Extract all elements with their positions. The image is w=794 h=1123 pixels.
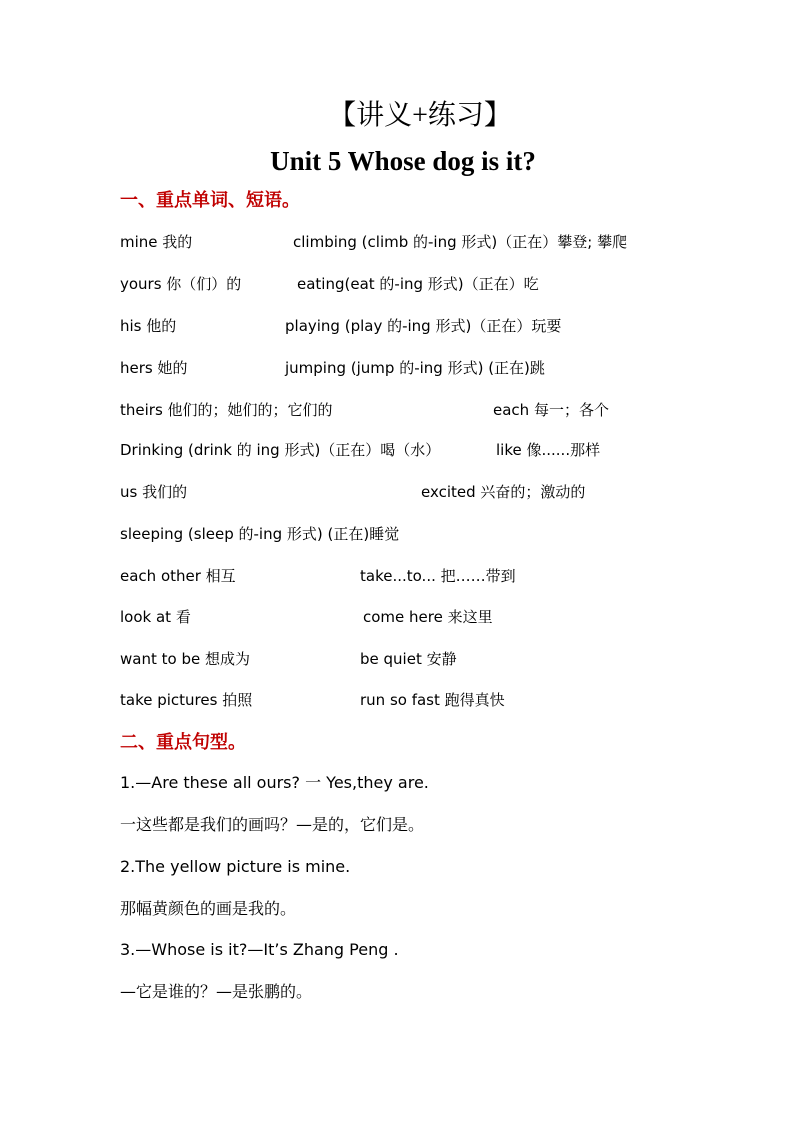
vocab-right: jumping (jump 的-ing 形式) (正在)跳 (285, 359, 545, 377)
vocab-right: each 每一；各个 (493, 401, 609, 419)
sentence-line: —它是谁的？—是张鹏的。 (120, 982, 313, 1001)
vocab-right: run so fast 跑得真快 (360, 691, 505, 709)
sentence-line: 一这些都是我们的画吗？—是的，它们是。 (120, 815, 425, 834)
vocab-left: want to be 想成为 (120, 650, 250, 668)
vocab-right: eating(eat 的-ing 形式)（正在）吃 (297, 275, 539, 293)
vocab-row (120, 438, 760, 462)
sentence-line: 1.—Are these all ours? 一 Yes,they are. (120, 773, 429, 792)
sentence-heading: 二、重点句型。 (120, 732, 246, 753)
vocab-row (120, 480, 760, 504)
vocab-right: playing (play 的-ing 形式)（正在）玩要 (285, 317, 562, 335)
vocab-left: us 我们的 (120, 483, 188, 501)
vocab-row (120, 647, 760, 671)
vocab-right: be quiet 安静 (360, 650, 457, 668)
vocab-right: take...to... 把……带到 (360, 567, 516, 585)
sentence-line: 3.—Whose is it?—It’s Zhang Peng . (120, 940, 399, 959)
vocab-left: each other 相互 (120, 567, 236, 585)
vocab-right: like 像......那样 (496, 441, 601, 459)
unit-title: Unit 5 Whose dog is it? (270, 146, 536, 176)
sentence-line: 2.The yellow picture is mine. (120, 857, 351, 876)
vocab-row (120, 230, 760, 254)
vocab-left: yours 你（们）的 (120, 275, 242, 293)
vocab-left: hers 她的 (120, 359, 188, 377)
vocab-row (120, 688, 760, 712)
vocab-row (120, 522, 760, 546)
vocab-left: look at 看 (120, 608, 191, 626)
vocab-left: theirs 他们的；她们的；它们的 (120, 401, 333, 419)
vocab-heading: 一、重点单词、短语。 (120, 190, 300, 211)
vocab-right: climbing (climb 的-ing 形式)（正在）攀登; 攀爬 (293, 233, 628, 251)
vocab-row (120, 356, 760, 380)
vocab-left: take pictures 拍照 (120, 691, 253, 709)
vocab-row (120, 272, 760, 296)
vocab-left: Drinking (drink 的 ing 形式)（正在）喝（水） (120, 441, 441, 459)
vocab-row (120, 398, 760, 422)
vocab-row (120, 314, 760, 338)
vocab-right: come here 来这里 (363, 608, 493, 626)
vocab-row (120, 605, 760, 629)
bracket-title: 【讲义+练习】 (328, 100, 512, 131)
vocab-right: excited 兴奋的；激动的 (421, 483, 586, 501)
vocab-left: mine 我的 (120, 233, 193, 251)
vocab-left: sleeping (sleep 的-ing 形式) (正在)睡觉 (120, 525, 400, 543)
sentence-line: 那幅黄颜色的画是我的。 (120, 899, 297, 918)
vocab-row (120, 564, 760, 588)
vocab-left: his 他的 (120, 317, 177, 335)
